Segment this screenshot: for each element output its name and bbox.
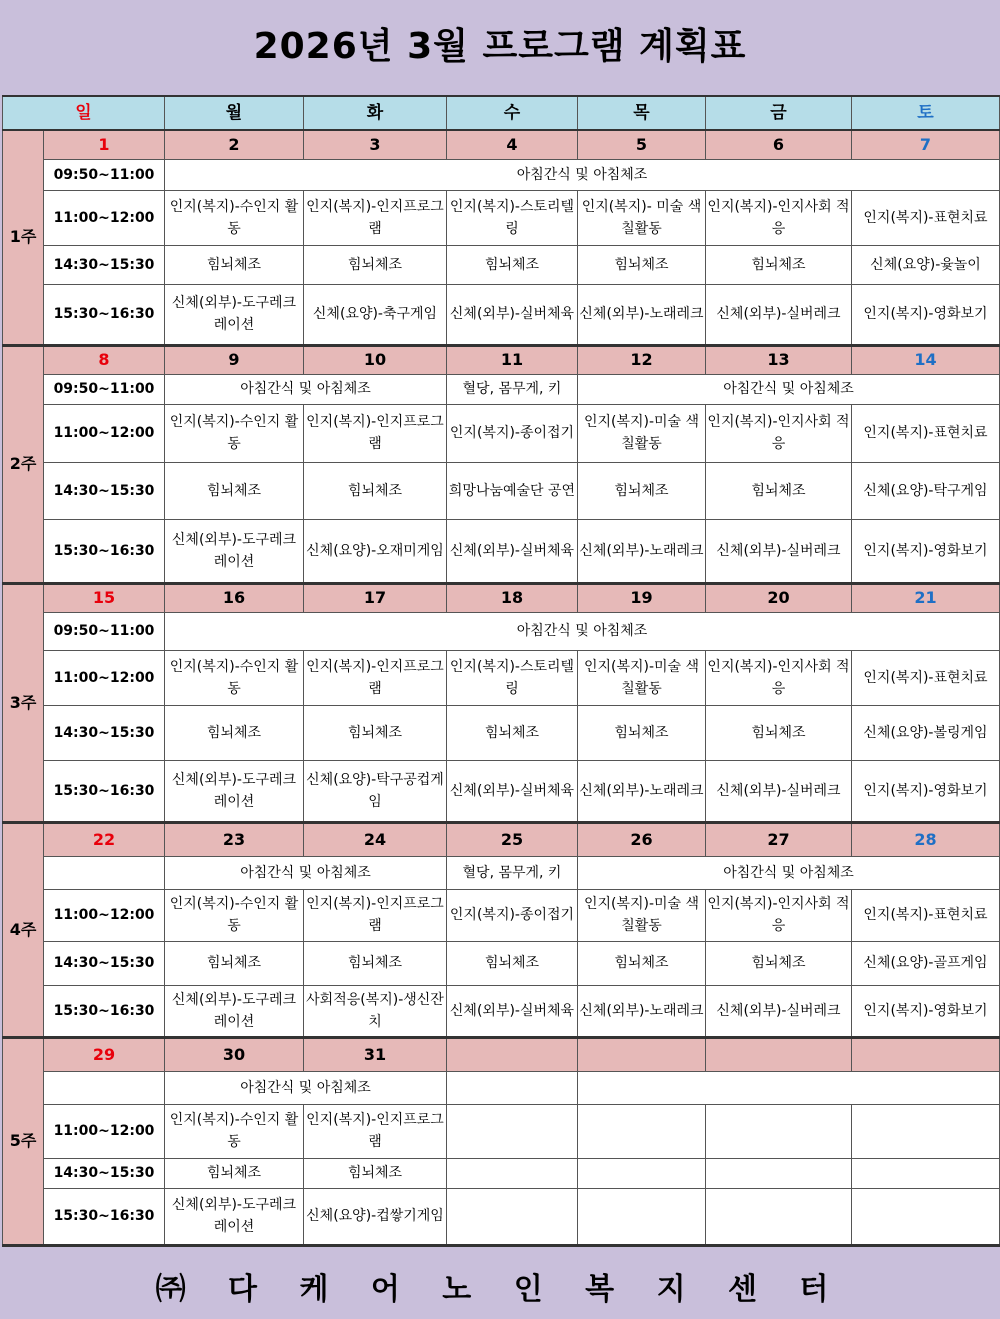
program-cell: 인지(복지)-인지프로그램 [304,1104,447,1158]
date-cell: 17 [304,583,447,612]
time-slot: 14:30~15:30 [44,462,165,519]
program-cell: 힘뇌체조 [447,941,578,985]
program-cell: 신체(요양)-볼링게임 [852,705,1000,760]
program-cell-merged: 혈당, 몸무게, 키 [447,374,578,404]
program-cell: 신체(외부)-도구레크레이션 [165,284,304,345]
program-cell: 인지(복지)-표현치료 [852,404,1000,462]
date-cell: 7 [852,130,1000,159]
program-cell: 힘뇌체조 [304,705,447,760]
program-cell: 인지(복지)-인지사회 적응 [706,404,852,462]
program-cell: 인지(복지)-인지프로그램 [304,190,447,245]
date-cell: 3 [304,130,447,159]
program-cell: 인지(복지)-표현치료 [852,889,1000,941]
program-cell: 인지(복지)-인지사회 적응 [706,650,852,705]
weekday-header: 화 [304,96,447,130]
week-label: 1주 [3,130,44,345]
program-row [3,612,1000,650]
date-cell: 13 [706,345,852,374]
date-cell: 20 [706,583,852,612]
date-cell: 21 [852,583,1000,612]
program-cell: 사회적응(복지)-생신잔치 [304,985,447,1037]
program-cell: 신체(요양)-탁구게임 [852,462,1000,519]
program-row [3,705,1000,760]
time-slot [44,856,165,889]
program-cell [447,1104,578,1158]
weekday-header: 금 [706,96,852,130]
weekday-header: 수 [447,96,578,130]
date-cell: 30 [165,1037,304,1071]
program-cell [447,1158,578,1188]
date-cell: 24 [304,822,447,856]
program-cell: 인지(복지)-인지프로그램 [304,650,447,705]
program-cell: 인지(복지)-표현치료 [852,190,1000,245]
program-cell: 힘뇌체조 [304,1158,447,1188]
program-cell: 힘뇌체조 [165,462,304,519]
program-cell: 힘뇌체조 [578,245,706,284]
program-cell: 인지(복지)-수인지 활동 [165,1104,304,1158]
program-cell [578,1158,706,1188]
program-row [3,519,1000,583]
program-cell: 힘뇌체조 [578,941,706,985]
program-row [3,462,1000,519]
week-label: 4주 [3,822,44,1037]
program-cell-merged: 혈당, 몸무게, 키 [447,856,578,889]
date-cell: 2 [165,130,304,159]
program-cell: 힘뇌체조 [304,245,447,284]
program-cell-merged: 아침간식 및 아침체조 [165,1071,447,1104]
program-cell: 신체(외부)-노래레크 [578,760,706,822]
program-cell: 인지(복지)-수인지 활동 [165,190,304,245]
program-cell: 희망나눔예술단 공연 [447,462,578,519]
date-cell [706,1037,852,1071]
program-cell: 신체(외부)-도구레크레이션 [165,519,304,583]
program-row [3,856,1000,889]
time-slot: 14:30~15:30 [44,941,165,985]
program-cell-merged [578,1071,1000,1104]
program-cell: 신체(외부)-도구레크레이션 [165,985,304,1037]
program-cell: 신체(외부)-노래레크 [578,284,706,345]
weekday-header: 일 [3,96,165,130]
program-cell [706,1188,852,1245]
program-cell: 신체(외부)-실버체육 [447,519,578,583]
date-cell: 31 [304,1037,447,1071]
time-slot: 14:30~15:30 [44,245,165,284]
date-cell [852,1037,1000,1071]
date-row [3,583,1000,612]
program-cell: 인지(복지)-인지사회 적응 [706,889,852,941]
date-cell: 5 [578,130,706,159]
center-name: ㈜ 다 케 어 노 인 복 지 센 터 [155,1271,845,1307]
program-row [3,985,1000,1037]
program-cell: 힘뇌체조 [706,462,852,519]
date-cell: 16 [165,583,304,612]
date-cell: 1 [44,130,165,159]
date-row [3,130,1000,159]
program-cell: 신체(외부)-도구레크레이션 [165,760,304,822]
program-cell: 신체(외부)-실버체육 [447,985,578,1037]
time-slot: 11:00~12:00 [44,650,165,705]
program-cell-merged: 아침간식 및 아침체조 [165,374,447,404]
program-row [3,889,1000,941]
program-cell: 신체(외부)-도구레크레이션 [165,1188,304,1245]
time-slot: 15:30~16:30 [44,1188,165,1245]
program-cell [578,1188,706,1245]
program-cell: 신체(요양)-오재미게임 [304,519,447,583]
program-cell: 인지(복지)-수인지 활동 [165,889,304,941]
weekday-header: 토 [852,96,1000,130]
time-slot: 09:50~11:00 [44,159,165,190]
program-cell: 신체(외부)-노래레크 [578,519,706,583]
time-slot [44,1071,165,1104]
program-cell: 신체(요양)-골프게임 [852,941,1000,985]
week-label: 2주 [3,345,44,583]
date-cell: 10 [304,345,447,374]
program-cell: 인지(복지)-미술 색칠활동 [578,404,706,462]
program-cell: 인지(복지)-영화보기 [852,760,1000,822]
program-cell [447,1188,578,1245]
program-cell: 힘뇌체조 [165,941,304,985]
program-cell: 인지(복지)-미술 색칠활동 [578,889,706,941]
program-cell: 신체(외부)-실버레크 [706,985,852,1037]
time-slot: 09:50~11:00 [44,612,165,650]
program-cell: 인지(복지)-인지프로그램 [304,889,447,941]
footer-bar [0,1252,1000,1319]
program-cell: 인지(복지)-표현치료 [852,650,1000,705]
program-row [3,760,1000,822]
date-cell: 15 [44,583,165,612]
program-cell: 힘뇌체조 [447,705,578,760]
week-label: 3주 [3,583,44,822]
program-cell: 인지(복지)-인지사회 적응 [706,190,852,245]
program-cell: 인지(복지)-스토리텔링 [447,190,578,245]
program-cell: 인지(복지)-영화보기 [852,284,1000,345]
time-slot: 14:30~15:30 [44,1158,165,1188]
program-cell: 신체(외부)-실버레크 [706,284,852,345]
program-row [3,1071,1000,1104]
program-row [3,650,1000,705]
weekday-header: 월 [165,96,304,130]
time-slot: 11:00~12:00 [44,889,165,941]
date-cell: 23 [165,822,304,856]
program-row [3,190,1000,245]
program-row [3,941,1000,985]
weekday-header-row [3,96,1000,130]
program-cell: 신체(외부)-실버레크 [706,760,852,822]
date-cell: 18 [447,583,578,612]
program-row [3,404,1000,462]
time-slot: 15:30~16:30 [44,519,165,583]
program-cell [852,1158,1000,1188]
date-cell: 4 [447,130,578,159]
date-cell: 12 [578,345,706,374]
program-cell [852,1188,1000,1245]
time-slot: 09:50~11:00 [44,374,165,404]
date-cell: 26 [578,822,706,856]
program-cell: 인지(복지)-미술 색칠활동 [578,650,706,705]
program-cell-merged: 아침간식 및 아침체조 [165,856,447,889]
program-cell: 인지(복지)-수인지 활동 [165,404,304,462]
time-slot: 11:00~12:00 [44,1104,165,1158]
program-cell: 인지(복지)-종이접기 [447,404,578,462]
program-cell: 힘뇌체조 [165,705,304,760]
program-cell: 힘뇌체조 [165,1158,304,1188]
program-cell: 힘뇌체조 [304,941,447,985]
program-cell: 힘뇌체조 [706,941,852,985]
time-slot: 15:30~16:30 [44,760,165,822]
date-cell: 25 [447,822,578,856]
program-cell-merged [447,1071,578,1104]
program-cell [706,1158,852,1188]
program-cell: 신체(외부)-노래레크 [578,985,706,1037]
program-cell: 힘뇌체조 [304,462,447,519]
program-cell: 인지(복지)-스토리텔링 [447,650,578,705]
program-cell: 힘뇌체조 [578,462,706,519]
program-cell: 인지(복지)-종이접기 [447,889,578,941]
time-slot: 11:00~12:00 [44,190,165,245]
program-cell: 힘뇌체조 [165,245,304,284]
time-slot: 14:30~15:30 [44,705,165,760]
date-row [3,1037,1000,1071]
program-cell: 인지(복지)-수인지 활동 [165,650,304,705]
date-row [3,345,1000,374]
date-cell: 6 [706,130,852,159]
page-title: 2026년 3월 프로그램 계획표 [253,26,747,67]
program-cell-merged: 아침간식 및 아침체조 [578,856,1000,889]
weekday-header: 목 [578,96,706,130]
program-cell: 인지(복지)-영화보기 [852,985,1000,1037]
date-cell: 8 [44,345,165,374]
week-label: 5주 [3,1037,44,1245]
date-cell: 28 [852,822,1000,856]
program-row [3,1158,1000,1188]
program-cell: 신체(외부)-실버레크 [706,519,852,583]
program-cell [852,1104,1000,1158]
program-cell: 신체(요양)-축구게임 [304,284,447,345]
date-cell: 11 [447,345,578,374]
program-cell: 신체(외부)-실버체육 [447,760,578,822]
date-cell: 22 [44,822,165,856]
program-cell: 힘뇌체조 [706,705,852,760]
program-cell [578,1104,706,1158]
date-cell: 29 [44,1037,165,1071]
date-cell: 19 [578,583,706,612]
title-bar [0,0,1000,95]
date-cell [447,1037,578,1071]
program-cell: 신체(요양)-컵쌓기게임 [304,1188,447,1245]
program-cell: 힘뇌체조 [706,245,852,284]
time-slot: 15:30~16:30 [44,985,165,1037]
program-row [3,1104,1000,1158]
program-row [3,374,1000,404]
time-slot: 15:30~16:30 [44,284,165,345]
program-cell-merged: 아침간식 및 아침체조 [578,374,1000,404]
date-cell: 27 [706,822,852,856]
date-cell: 14 [852,345,1000,374]
program-cell: 신체(요양)-윷놀이 [852,245,1000,284]
program-cell: 인지(복지)- 미술 색칠활동 [578,190,706,245]
program-row [3,284,1000,345]
program-cell: 신체(외부)-실버체육 [447,284,578,345]
time-slot: 11:00~12:00 [44,404,165,462]
program-cell [706,1104,852,1158]
date-cell: 9 [165,345,304,374]
program-cell-merged: 아침간식 및 아침체조 [165,159,1000,190]
date-cell [578,1037,706,1071]
program-row [3,1188,1000,1245]
program-cell-merged: 아침간식 및 아침체조 [165,612,1000,650]
date-row [3,822,1000,856]
program-row [3,159,1000,190]
program-row [3,245,1000,284]
program-calendar [2,95,1000,1247]
program-cell: 신체(요양)-탁구공컵게임 [304,760,447,822]
program-cell: 인지(복지)-인지프로그램 [304,404,447,462]
program-cell: 인지(복지)-영화보기 [852,519,1000,583]
program-cell: 힘뇌체조 [447,245,578,284]
program-cell: 힘뇌체조 [578,705,706,760]
